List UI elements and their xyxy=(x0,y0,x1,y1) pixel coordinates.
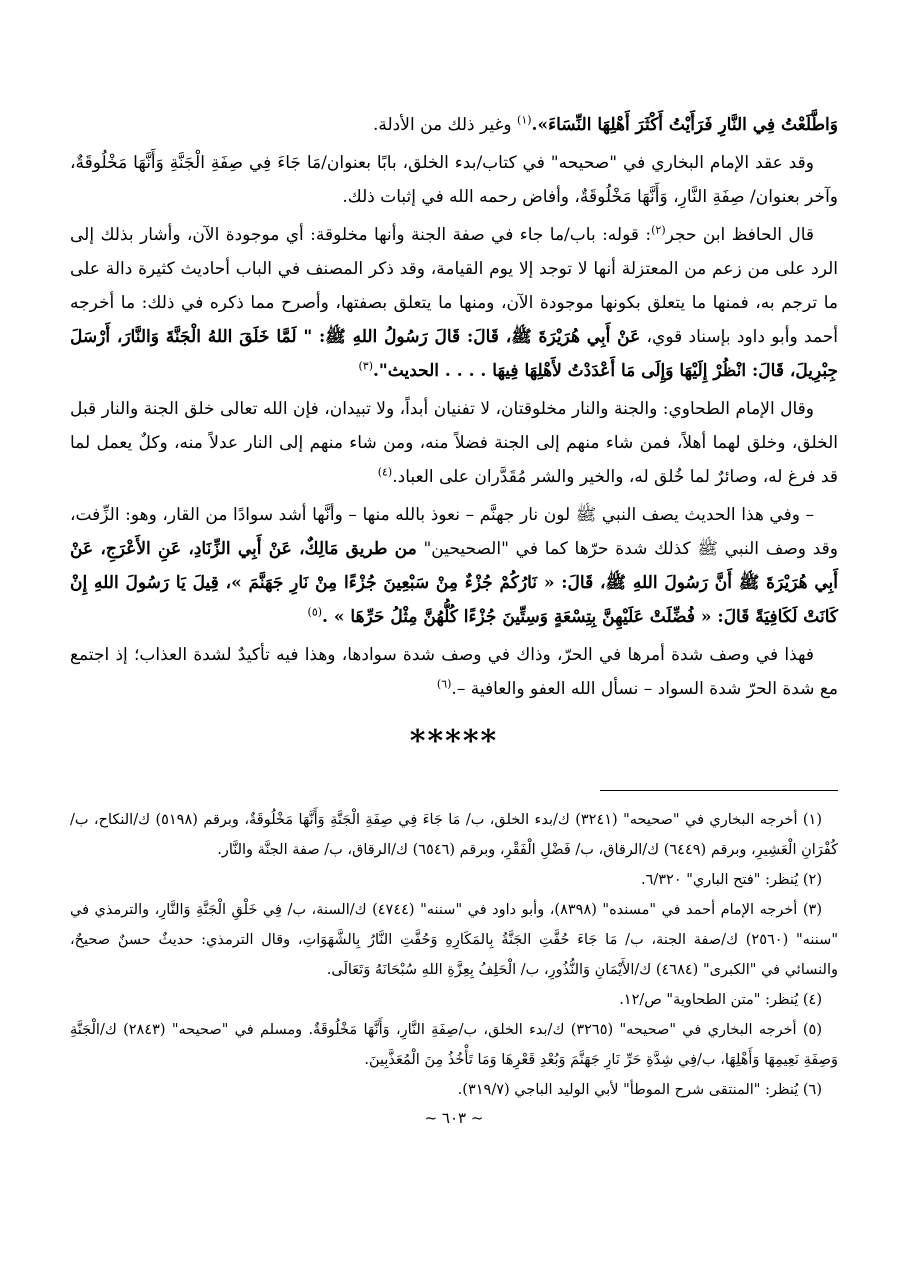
paragraph-3-text-b: : قوله: باب/ما جاء في صفة الجنة وأنها مخلوقة: أي موجودة الآن، وأشار بذلك إلى الرد على من زعم من المعتزلة أنها لا توجد إلا يوم القيامة، وقد ذكر المصنف في الباب أحاديث كثيرة دالة على ما ترجم به، فمنها ما يتعلق بكونها موجودة الآن، ومنها ما يتعلق بصفتها، وأصرح مما ذكره في ذلك: ما أخرجه أحمد وأبو داود بإسناد قوي، xyxy=(70,225,838,347)
paragraph-6 xyxy=(70,638,838,706)
hadith-text: وَاطَّلَعْتُ فِي النَّارِ فَرَأَيْتُ أَكْثَرَ أَهْلِهَا النِّسَاءَ». xyxy=(531,115,838,135)
footnote-5: (٥) أخرجه البخاري في "صحيحه" (٣٢٦٥) ك/بدء الخلق، ب/صِفَةِ النَّارِ، وَأَنَّهَا مَخْلُوقَةٌ. ومسلم في "صحيحه" (٢٨٤٣) ك/الْجَنَّةِ وَصِفَةِ نَعِيمِهَا وَأَهْلِهَا، ب/فِي شِدَّةِ حَرِّ نَارِ جَهَنَّمَ وَبُعْدِ قَعْرِهَا وَمَا تَأْخُذُ مِنَ الْمُعَذَّبِينَ. xyxy=(70,1022,838,1068)
footnote-ref-5[interactable]: (٥) xyxy=(307,605,323,619)
page-number: ~ ٦٠٣ ~ xyxy=(424,1109,484,1127)
document-page xyxy=(70,108,838,1131)
paragraph-3 xyxy=(70,218,838,388)
paragraph-4-text: وقال الإمام الطحاوي: والجنة والنار مخلوقتان، لا تفنيان أبداً، ولا تبيدان، فإن الله تعالى خلق الجنة والنار قبل الخلق، وخلق لهما أهلاً، فمن شاء منهم إلى الجنة فضلاً منه، ومن شاء منهم إلى النار عدلاً منه، وكلٌ يعمل لما قد فرغ له، وصائرٌ لما خُلق له، والخير والشر مُقَدَّران على العباد. xyxy=(70,399,838,487)
paragraph-1 xyxy=(70,108,838,142)
footnote-ref-2[interactable]: (٢) xyxy=(651,223,666,237)
footnote-ref-1[interactable]: (١) xyxy=(517,113,532,127)
footnote-1: (١) أخرجه البخاري في "صحيحه" (٣٢٤١) ك/بدء الخلق، ب/ مَا جَاءَ فِي صِفَةِ الْجَنَّةِ وَأَنَّهَا مَخْلُوقَةٌ، وبرقم (٥١٩٨) ك/النكاح، ب/ كُفْرَانِ الْعَشِيرِ، وبرقم (٦٤٤٩) ك/الرقاق، ب/ فَضْلِ الْفَقْرِ، وبرقم (٦٥٤٦) ك/الرقاق، ب/ صفة الجنَّة والنَّار. xyxy=(70,812,838,858)
paragraph-5 xyxy=(70,498,838,634)
footnote-ref-3[interactable]: (٣) xyxy=(358,359,373,373)
footnote-ref-6[interactable]: (٦) xyxy=(436,677,452,691)
paragraph-6-text: فهذا في وصف شدة أمرها في الحرّ، وذاك في وصف شدة سوادها، وهذا فيه تأكيدٌ لشدة العذاب؛ إذ اجتمع مع شدة الحرّ شدة السواد – نسأل الله العفو والعافية –. xyxy=(70,645,838,699)
paragraph-5-text: – وفي هذا الحديث يصف النبي ﷺ لون نار جهنَّم – نعوذ بالله منها – وأنَّها أشد سوادًا من القار، وهو: الزِّفت، وقد وصف النبي ﷺ كذلك شدة حرّها كما في "الصحيحين" xyxy=(70,505,838,559)
footnote-divider xyxy=(600,790,838,791)
paragraph-3-text-a: قال الحافظ ابن حجر xyxy=(665,225,815,245)
paragraph-2: وقد عقد الإمام البخاري في "صحيحه" في كتاب/بدء الخلق، بابًا بعنوان/مَا جَاءَ فِي صِفَةِ الْجَنَّةِ وَأَنَّهَا مَخْلُوقَةٌ، وآخر بعنوان/ صِفَةِ النَّارِ، وَأَنَّهَا مَخْلُوقَةٌ، وأفاض رحمه الله في إثبات ذلك. xyxy=(70,153,838,207)
paragraph-1-text: وغير ذلك من الأدلة. xyxy=(372,115,518,135)
hadith-text: عَنْ أَبِي هُرَيْرَةَ ﷺ، قَالَ: قَالَ رَسُولُ اللهِ ﷺ: " لَمَّا خَلَقَ اللهُ الْجَنَّةَ وَالنَّارَ، أَرْسَلَ جِبْرِيلَ، قَالَ: انْظُرْ إِلَيْهَا وَإِلَى مَا أَعْدَدْتُ لأَهْلِهَا فِيهَا . . . . الحديث". xyxy=(70,327,838,381)
footnote-4: (٤) يُنظر: "متن الطحاوية" ص/١٢. xyxy=(619,992,822,1008)
paragraph-4 xyxy=(70,392,838,494)
hadith-text: من طريق مَالِكٌ، عَنْ أَبِي الزِّنَادِ، عَنِ الأَعْرَجِ، عَنْ أَبِي هُرَيْرَةَ ﷺ أَنَّ رَسُولَ اللهِ ﷺ، قَالَ: « نَارُكُمْ جُزْءٌ مِنْ سَبْعِينَ جُزْءًا مِنْ نَارِ جَهَنَّمَ »، قِيلَ يَا رَسُولَ اللهِ إِنْ كَانَتْ لَكَافِيَةً قَالَ: « فُضِّلَتْ عَلَيْهِنَّ بِتِسْعَةٍ وَسِتِّينَ جُزْءًا كُلُّهُنَّ مِثْلُ حَرِّهَا » . xyxy=(70,539,838,627)
section-separator: ***** xyxy=(409,724,499,759)
footnote-2: (٢) يُنظر: "فتح الباري" ٦/٣٢٠. xyxy=(640,872,822,888)
footnote-ref-4[interactable]: (٤) xyxy=(377,465,393,479)
footnote-6: (٦) يُنظر: "المنتقى شرح الموطأ" لأبي الوليد الباجي (٣١٩/٧). xyxy=(457,1082,822,1098)
footnote-3: (٣) أخرجه الإمام أحمد في "مسنده" (٨٣٩٨)، وأبو داود في "سننه" (٤٧٤٤) ك/السنة، ب/ فِي خَلْقِ الْجَنَّةِ وَالنَّارِ، والترمذي في "سننه" (٢٥٦٠) ك/صفة الجنة، ب/ مَا جَاءَ حُفَّتِ الجَنَّةُ بِالمَكَارِهِ وَحُفَّتِ النَّارُ بِالشَّهَوَاتِ، وقال الترمذي: حديثٌ حسنٌ صحيحٌ، والنسائي في "الكبرى" (٤٦٨٤) ك/الأَيْمَانِ وَالنُّذُورِ، ب/ الْحَلِفُ بِعِزَّةِ اللهِ سُبْحَانَهُ وَتَعَالَى. xyxy=(70,902,838,978)
